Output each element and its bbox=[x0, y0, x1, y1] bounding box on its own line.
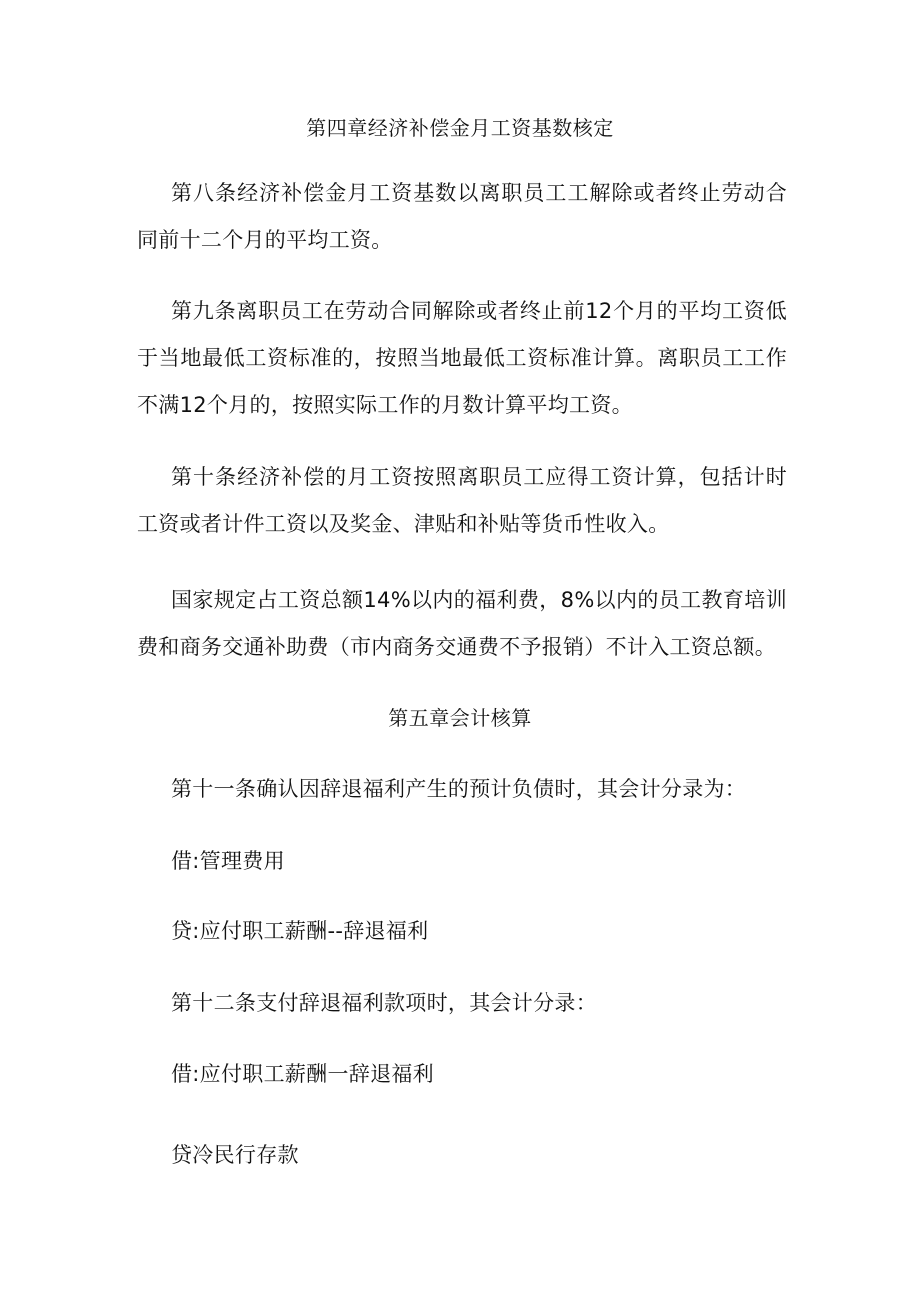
welfare-note: 国家规定占工资总额14%以内的福利费，8%以内的员工教育培训费和商务交通补助费（市内商务交通费不予报销）不计入工资总额。 bbox=[137, 588, 787, 659]
chapter-5-title: 第五章会计核算 bbox=[388, 706, 532, 730]
chapter-4-title: 第四章经济补偿金月工资基数核定 bbox=[306, 116, 614, 140]
article-9: 第九条离职员工在劳动合同解除或者终止前12个月的平均工资低于当地最低工资标准的，按照当地最低工资标准计算。离职员工工作不满12个月的，按照实际工作的月数计算平均工资。 bbox=[137, 299, 787, 417]
article-12: 第十二条支付辞退福利款项时，其会计分录： bbox=[171, 991, 597, 1015]
entry-12-credit: 贷冷民行存款 bbox=[171, 1143, 299, 1167]
article-8: 第八条经济补偿金月工资基数以离职员工工解除或者终止劳动合同前十二个月的平均工资。 bbox=[137, 181, 787, 252]
entry-12-debit: 借:应付职工薪酬一辞退福利 bbox=[171, 1062, 434, 1086]
article-11: 第十一条确认因辞退福利产生的预计负债时，其会计分录为： bbox=[171, 777, 747, 801]
entry-11-debit: 借:管理费用 bbox=[171, 849, 285, 873]
article-10: 第十条经济补偿的月工资按照离职员工应得工资计算，包括计时工资或者计件工资以及奖金、津贴和补贴等货币性收入。 bbox=[137, 465, 787, 536]
entry-11-credit: 贷:应付职工薪酬--辞退福利 bbox=[171, 919, 429, 943]
